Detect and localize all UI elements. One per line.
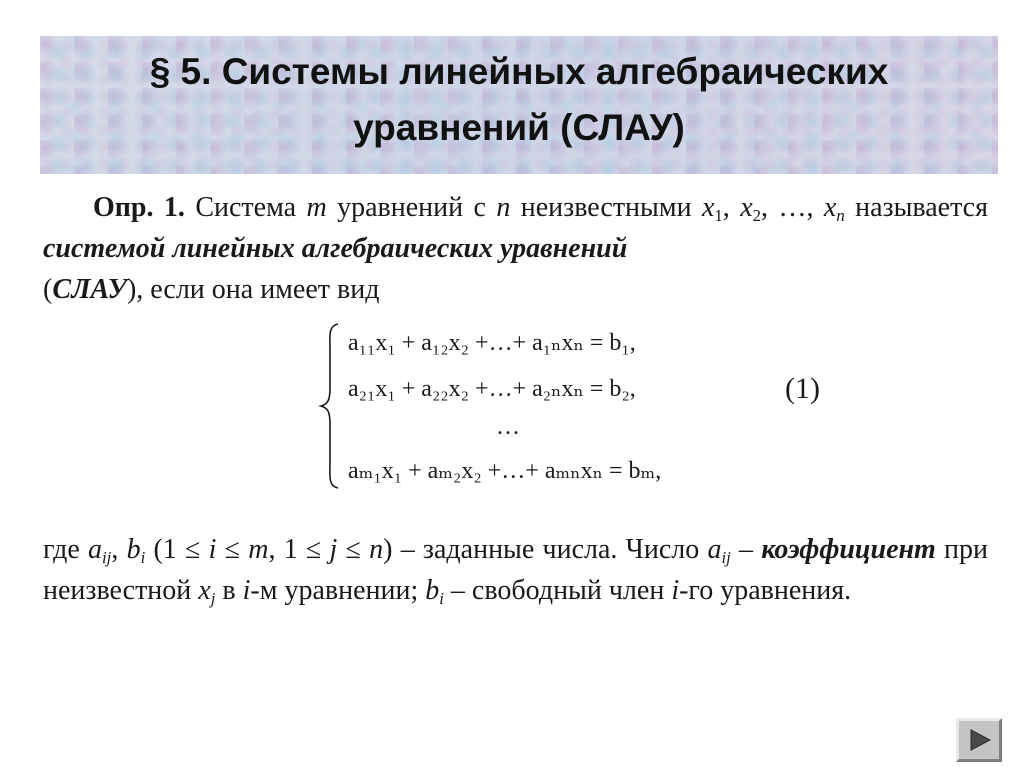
equation-ellipsis: … <box>496 414 520 440</box>
play-arrow-icon <box>968 728 992 752</box>
definition-label: Опр. 1. <box>93 192 185 223</box>
equation-row-m: aₘ₁x₁ + aₘ₂x₂ +…+ aₘₙxₙ = bₘ, <box>348 458 662 484</box>
slide-title <box>40 44 998 156</box>
definition-paragraph: Опр. 1. Система m уравнений с n неизвестными $x_1$, $x_2$, …, $x_n$ называется системой линейных алгебраических уравнений (СЛАУ), если она имеет вид <box>43 192 988 305</box>
next-slide-button[interactable] <box>956 718 1002 762</box>
explanation-paragraph: где $a_{ij}$, $b_i$ (1 ≤ i ≤ m, 1 ≤ j ≤ n) – заданные числа. Число $a_{ij}$ – коэффициент при неизвестной $x_j$ в i-м уравнении; $b_i$ – свободный член i-го уравнения. <box>43 534 989 609</box>
coefficient-term: коэффициент <box>761 534 936 565</box>
equation-number: (1) <box>785 372 820 405</box>
defined-term: системой линейных алгебраических уравнений <box>43 233 628 264</box>
left-brace <box>318 322 342 490</box>
equation-row-1: a₁₁x₁ + a₁₂x₂ +…+ a₁ₙxₙ = b₁, <box>348 330 636 356</box>
abbreviation: СЛАУ <box>52 274 127 305</box>
equation-system <box>318 322 718 492</box>
equation-row-2: a₂₁x₁ + a₂₂x₂ +…+ a₂ₙxₙ = b₂, <box>348 376 636 402</box>
unknowns-list: $x_1$, $x_2$, …, $x_n$ <box>701 192 845 226</box>
title-line-1: § 5. Системы линейных алгебраических <box>149 51 889 92</box>
title-line-2: уравнений (СЛАУ) <box>353 107 685 148</box>
